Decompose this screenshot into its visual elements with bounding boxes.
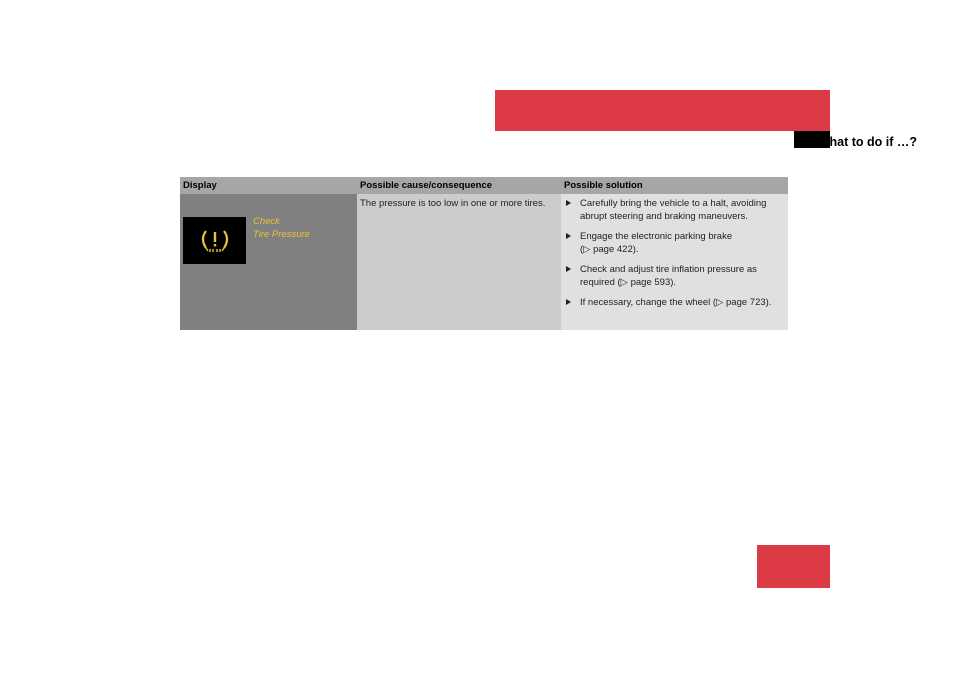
step-line: abrupt steering and braking maneuvers. [580, 211, 748, 222]
step-line: Check and adjust tire inflation pressure as [580, 264, 757, 275]
table-header-row [180, 177, 788, 194]
header-band [495, 90, 830, 131]
step-line: (▷ page 422). [580, 244, 639, 255]
list-item [564, 230, 785, 256]
arrow-right-icon [566, 233, 571, 239]
section-subtitle: What to do if …? [817, 135, 917, 149]
solution-steps [564, 197, 785, 309]
arrow-right-icon [566, 266, 571, 272]
list-item [564, 296, 785, 309]
step-line: Carefully bring the vehicle to a halt, avoiding [580, 198, 767, 209]
list-item [564, 263, 785, 289]
section-strip [495, 131, 830, 148]
page-number-box [757, 545, 830, 588]
column-header-solution: Possible solution [561, 177, 788, 194]
step-line: Engage the electronic parking brake [580, 231, 733, 242]
page-number: 701 [895, 548, 916, 562]
cause-cell: The pressure is too low in one or more tires. [357, 194, 561, 330]
list-item [564, 197, 785, 223]
step-line: required (▷ page 593). [580, 277, 677, 288]
display-line: Tire Pressure [253, 229, 310, 240]
solution-cell [561, 194, 788, 330]
display-cell [180, 194, 357, 330]
column-header-cause: Possible cause/consequence [357, 177, 561, 194]
arrow-right-icon [566, 299, 571, 305]
step-line: If necessary, change the wheel (▷ page 723). [580, 297, 772, 308]
section-title: Practical hints [830, 114, 917, 128]
column-header-display: Display [180, 177, 357, 194]
table-row [180, 194, 788, 330]
arrow-right-icon [566, 200, 571, 206]
tire-pressure-warning-icon [183, 217, 246, 264]
troubleshooting-table [180, 177, 788, 330]
display-line: Check [253, 216, 280, 227]
display-message [253, 215, 310, 241]
